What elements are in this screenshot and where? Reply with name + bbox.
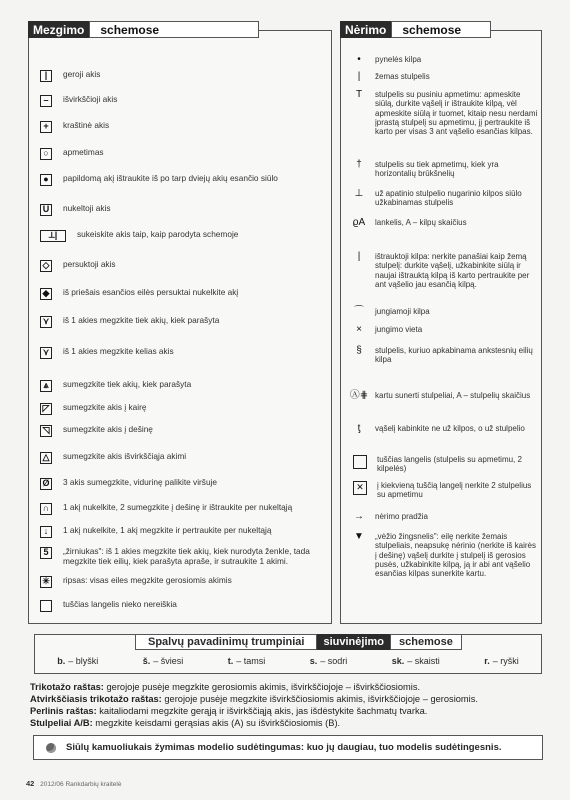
- crochet-symbol-text: į kiekvieną tuščią langelį nerkite 2 stulpelius su apmetimu: [377, 481, 532, 500]
- color-abbreviation: [484, 656, 519, 666]
- knitting-symbol-text: „žirniukas": iš 1 akies megzkite tiek akių, kiek nurodyta ženkle, tada megzkite tiek eilių, kiek parašyta apraše, ir sutraukite 1 akimi.: [63, 546, 310, 566]
- knitting-symbol-row: [40, 288, 325, 300]
- cluster-icon: Ⓐ⋕: [349, 390, 369, 401]
- cross-stitch-icon: ⟂|: [40, 230, 66, 242]
- arc-icon: ⌒: [354, 306, 364, 317]
- knitting-symbol-row: [40, 478, 325, 490]
- abbreviation-meaning: – ryški: [492, 656, 519, 666]
- color-abbreviations-box: [34, 634, 542, 674]
- crochet-symbol-text: už apatinio stulpelio nugarinio kilpos siūlo užkabinamas stulpelis: [375, 189, 522, 208]
- long-bar-icon: |: [357, 251, 361, 262]
- color-abbreviation: [143, 656, 184, 666]
- abbreviation-code: t.: [227, 656, 234, 666]
- crochet-symbol-text: vąšelį kabinkite ne už kilpos, o už stulpelio: [375, 424, 525, 433]
- u-icon: U: [40, 204, 52, 216]
- empty-square-icon: [40, 600, 52, 612]
- pattern-text: gerojoje pusėje megzkite išvirkščiosiomis akimis, išvirkščiojoje – gerosiomis.: [161, 694, 478, 704]
- crochet-symbol-text: žemas stulpelis: [375, 72, 430, 81]
- down-triangle-icon: ▼: [354, 531, 364, 542]
- color-abbreviations-row: [35, 656, 541, 666]
- abbreviation-meaning: – sodri: [320, 656, 348, 666]
- short-bar-icon: |: [357, 71, 361, 82]
- abbreviation-meaning: – skaisti: [407, 656, 440, 666]
- knitting-symbol-text: sukeiskite akis taip, kaip parodyta schemoje: [77, 229, 239, 239]
- plus-icon: +: [40, 121, 52, 133]
- color-abbreviation: [228, 656, 266, 666]
- knitting-symbol-text: sumegzkite akis į kairę: [63, 402, 147, 412]
- knitting-symbol-row: [40, 547, 325, 566]
- knitting-symbol-text: kraštinė akis: [63, 120, 110, 130]
- down-arrow-icon: ↓: [40, 526, 52, 538]
- knitting-title-light: schemose: [89, 21, 259, 38]
- dash-icon: –: [40, 95, 52, 107]
- knitting-symbol-text: sumegzkite tiek akių, kiek parašyta: [63, 379, 192, 389]
- codes-title-a: Spalvų pavadinimų trumpiniai: [135, 634, 317, 650]
- crochet-symbol-text: nėrimo pradžia: [375, 512, 428, 521]
- crochet-symbol-text: „vėžio žingsnelis": eilę nerkite žemais stulpeliais, neapsukę nėrinio (nerkite iš kairės į dešinę) vąšelį durkite į stulpelį iš gerosios pusės, užkabinkite kilpą, ją ir abi ant vąšelio esančias kilpas sunerkite kartu.: [375, 532, 536, 579]
- five-icon: 5: [40, 547, 52, 559]
- crochet-symbol-text: jungimo vieta: [375, 325, 423, 334]
- knitting-symbol-row: [40, 316, 325, 328]
- pattern-descriptions: [30, 681, 550, 729]
- crochet-symbol-row: [348, 455, 538, 474]
- loop-a-icon: ϱA: [352, 217, 366, 228]
- crochet-symbol-row: [348, 307, 538, 317]
- x-icon: ×: [356, 324, 362, 335]
- crochet-symbol-text: pynelės kilpa: [375, 55, 422, 64]
- pattern-term: Perlinis raštas:: [30, 706, 97, 716]
- crochet-symbol-text: stulpelis su pusiniu apmetimu: apmeskite siūlą, durkite vąšelį ir ištraukite kilpą, vėl apmeskite siūlą ir tuomet, kitaip nesu nerdami įprastą stulpelį su apmetimu, jį pertraukite iš karto per visas 3 ant vąšelio esančias kilpas.: [375, 90, 538, 137]
- pattern-text: megzkite keisdami gerąsias akis (A) su išvirkščiosiomis (B).: [92, 718, 341, 728]
- codes-title-c: schemose: [390, 634, 462, 650]
- slashed-circle-icon: Ø: [40, 478, 52, 490]
- crochet-symbol-row: [348, 391, 538, 401]
- abbreviation-code: r.: [484, 656, 490, 666]
- up-arrow-icon: ⩓: [40, 380, 52, 392]
- curved-stitch-icon: §: [356, 345, 362, 356]
- knitting-symbol-text: iš 1 akies megzkite kelias akis: [63, 346, 174, 356]
- knitting-title-dark: Mezgimo: [28, 21, 89, 38]
- knitting-symbol-row: [40, 503, 325, 515]
- pattern-description: [30, 705, 550, 717]
- knitting-symbol-text: ripsas: visas eiles megzkite gerosiomis akimis: [63, 575, 232, 585]
- crochet-symbol-text: stulpelis su tiek apmetimų, kiek yra horizontalių brūkšnelių: [375, 160, 499, 179]
- cap-icon: ∩: [40, 503, 52, 515]
- crochet-symbol-text: ištrauktoji kilpa: nerkite panašiai kaip žemą stulpelį: durkite vąšelį, užkabinkite siūlą ir naujai ištrauktą kilpą iš karto pertraukite per ant vąšelio jau esančią kilpą.: [375, 252, 530, 289]
- knitting-symbol-row: [40, 204, 325, 216]
- issue-label: 2012/06 Rankdarbių kraitelė: [40, 781, 122, 788]
- crochet-symbol-row: [348, 512, 538, 522]
- color-abbreviations-title: [135, 634, 462, 650]
- crochet-symbol-row: [348, 346, 538, 365]
- abbreviation-code: sk.: [391, 656, 405, 666]
- knitting-symbol-text: iš 1 akies megzkite tiek akių, kiek parašyta: [63, 315, 220, 325]
- knitting-symbol-row: [40, 121, 325, 133]
- knitting-symbol-text: geroji akis: [63, 69, 101, 79]
- knitting-symbol-text: išvirkščioji akis: [63, 94, 118, 104]
- abbreviation-meaning: – tamsi: [236, 656, 266, 666]
- codes-title-b: siuvinėjimo: [317, 634, 390, 650]
- hook-stitch-icon: ƫ: [357, 423, 361, 434]
- dot-icon: •: [357, 54, 361, 65]
- knitting-symbol-text: apmetimas: [63, 147, 104, 157]
- pattern-term: Atvirkščiasis trikotažo raštas:: [30, 694, 162, 704]
- triangle-icon: △: [40, 452, 52, 464]
- fan-icon: ⋎: [40, 316, 52, 328]
- dot-icon: ●: [40, 174, 52, 186]
- circle-icon: ○: [40, 148, 52, 160]
- pattern-description: [30, 693, 550, 705]
- knitting-symbol-row: [40, 600, 325, 612]
- page-number: 42: [26, 779, 35, 788]
- crochet-symbol-row: [348, 90, 538, 136]
- knitting-symbol-row: [40, 70, 325, 82]
- knitting-symbol-text: 1 akį nukelkite, 2 sumegzkite į dešinę ir ištraukite per nukeltąją: [63, 502, 293, 512]
- filled-diamond-icon: ◆: [40, 288, 52, 300]
- pattern-term: Stulpeliai A/B:: [30, 718, 93, 728]
- color-abbreviation: [392, 656, 440, 666]
- t-icon: T: [355, 89, 363, 100]
- dagger-icon: †: [356, 159, 362, 170]
- knitting-symbol-row: [40, 425, 325, 437]
- color-abbreviation: [57, 656, 98, 666]
- knitting-symbol-row: [40, 260, 325, 272]
- crochet-symbol-row: [348, 160, 538, 179]
- yarn-ball-icon: [46, 743, 56, 753]
- crochet-symbol-text: tuščias langelis (stulpelis su apmetimu, 2 kilpelės): [377, 455, 522, 474]
- crochet-symbol-row: [348, 72, 538, 82]
- knitting-symbol-row: [40, 403, 325, 415]
- crochet-symbol-text: jungiamoji kilpa: [375, 307, 430, 316]
- bottom-t-icon: ⊥: [354, 188, 364, 199]
- knitting-symbol-text: persuktoji akis: [63, 259, 116, 269]
- crochet-symbol-row: [348, 55, 538, 65]
- pattern-description: [30, 681, 550, 693]
- crochet-symbol-row: [348, 252, 538, 289]
- crochet-symbol-row: [348, 325, 538, 335]
- pattern-term: Trikotažo raštas:: [30, 682, 104, 692]
- color-abbreviation: [310, 656, 348, 666]
- left-lean-icon: ◸: [40, 403, 52, 415]
- crochet-symbol-row: [348, 189, 538, 208]
- crochet-symbol-text: lankelis, A – kilpų skaičius: [375, 218, 467, 227]
- crochet-symbol-text: kartu sunerti stulpeliai, A – stulpelių skaičius: [375, 391, 531, 400]
- abbreviation-code: š.: [142, 656, 151, 666]
- pattern-text: kaitaliodami megzkite gerąją ir išvirkščiąją akis, jas išdėstykite šachmatų tvarka.: [96, 706, 428, 716]
- diamond-icon: ◇: [40, 260, 52, 272]
- knitting-symbol-row: [40, 576, 325, 588]
- crochet-title-dark: Nėrimo: [340, 21, 391, 38]
- crochet-symbol-row: [348, 481, 538, 500]
- difficulty-note-text: Siūlų kamuoliukais žymimas modelio sudėtingumas: kuo jų daugiau, tuo modelis sudėtingesnis.: [66, 742, 502, 753]
- plain-bar-icon: |: [40, 70, 52, 82]
- knitting-legend-title: [28, 21, 259, 38]
- knitting-symbol-row: [40, 380, 325, 392]
- abbreviation-code: b.: [57, 656, 66, 666]
- page-footer: [26, 779, 121, 788]
- crochet-symbol-row: [348, 218, 538, 228]
- knitting-symbol-row: [40, 95, 325, 107]
- crochet-symbol-row: [348, 532, 538, 578]
- knitting-symbol-text: 3 akis sumegzkite, vidurinę palikite viršuje: [63, 477, 218, 487]
- multi-fan-icon: ⋎: [40, 347, 52, 359]
- pattern-text: gerojoje pusėje megzkite gerosiomis akimis, išvirkščiojoje – išvirkščiosiomis.: [103, 682, 421, 692]
- knitting-symbol-text: nukeltoji akis: [63, 203, 111, 213]
- crochet-title-light: schemose: [391, 21, 491, 38]
- crochet-symbol-text: stulpelis, kuriuo apkabinama ankstesnių eilių kilpa: [375, 346, 533, 365]
- knitting-symbol-row: [40, 230, 325, 242]
- abbreviation-code: s.: [309, 656, 318, 666]
- x-square-icon: ✕: [353, 481, 367, 495]
- crochet-symbol-row: [348, 424, 538, 434]
- knitting-symbol-row: [40, 452, 325, 464]
- pattern-description: [30, 717, 550, 729]
- knitting-symbol-text: iš priešais esančios eilės persuktai nukelkite akį: [63, 287, 239, 297]
- crochet-legend-title: [340, 21, 491, 38]
- empty-square-icon: [353, 455, 367, 469]
- knitting-symbol-text: papildomą akį ištraukite iš po tarp dviejų akių esančio siūlo: [63, 173, 278, 183]
- knitting-symbol-row: [40, 347, 325, 359]
- knitting-symbol-text: sumegzkite akis į dešinę: [63, 424, 153, 434]
- difficulty-note: [33, 735, 543, 760]
- right-lean-icon: ◹: [40, 425, 52, 437]
- abbreviation-meaning: – šviesi: [153, 656, 184, 666]
- abbreviation-meaning: – blyški: [68, 656, 99, 666]
- asterisk-icon: ✳: [40, 576, 52, 588]
- knitting-symbol-row: [40, 526, 325, 538]
- knitting-symbol-text: sumegzkite akis išvirkščiąja akimi: [63, 451, 187, 461]
- right-arrow-icon: →: [354, 511, 364, 522]
- knitting-symbol-text: 1 akį nukelkite, 1 akį megzkite ir pertraukite per nukeltąją: [63, 525, 272, 535]
- knitting-symbol-row: [40, 148, 325, 160]
- knitting-symbol-row: [40, 174, 325, 186]
- knitting-symbol-text: tuščias langelis nieko nereiškia: [63, 599, 177, 609]
